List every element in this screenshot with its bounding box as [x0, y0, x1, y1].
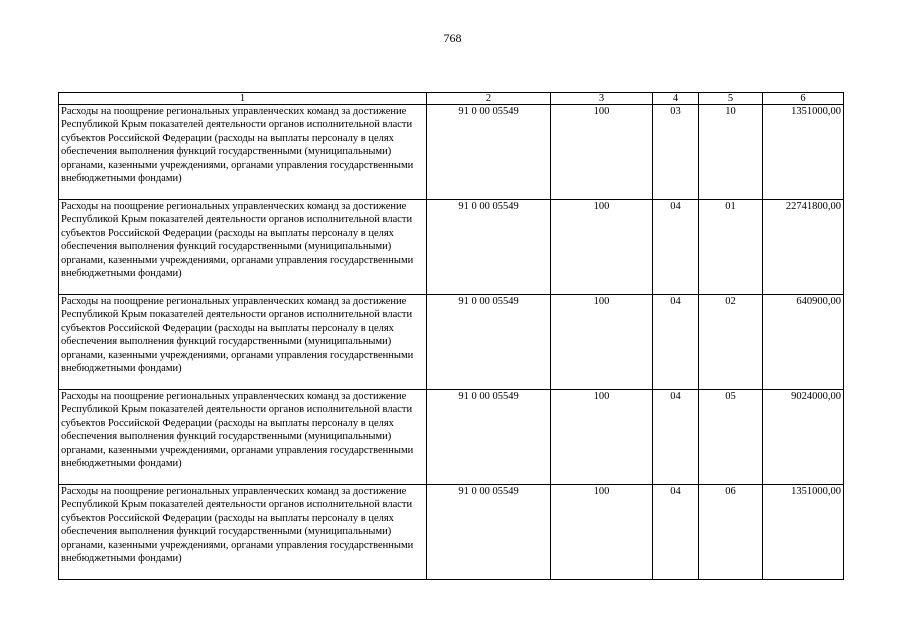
column-header: 6 — [763, 93, 844, 105]
table-row — [59, 105, 844, 200]
column-header: 5 — [699, 93, 763, 105]
expense-name: Расходы на поощрение региональных управленческих команд за достижение Республикой Крым показателей деятельности органов исполнительной власти субъектов Российской Федерации (расходы на выплаты персоналу в целях обеспечения выполнения функций государственными (муниципальными) органами, казенными учреждениями, органами управления государственными внебюджетными фондами) — [59, 200, 427, 295]
subsection-code: 02 — [699, 295, 763, 390]
amount: 1351000,00 — [763, 485, 844, 580]
expense-type-code: 100 — [551, 390, 653, 485]
table-row — [59, 485, 844, 580]
section-code: 04 — [653, 200, 699, 295]
column-header: 2 — [427, 93, 551, 105]
expense-name: Расходы на поощрение региональных управленческих команд за достижение Республикой Крым показателей деятельности органов исполнительной власти субъектов Российской Федерации (расходы на выплаты персоналу в целях обеспечения выполнения функций государственными (муниципальными) органами, казенными учреждениями, органами управления государственными внебюджетными фондами) — [59, 485, 427, 580]
table-row — [59, 200, 844, 295]
expense-name: Расходы на поощрение региональных управленческих команд за достижение Республикой Крым показателей деятельности органов исполнительной власти субъектов Российской Федерации (расходы на выплаты персоналу в целях обеспечения выполнения функций государственными (муниципальными) органами, казенными учреждениями, органами управления государственными внебюджетными фондами) — [59, 105, 427, 200]
target-code: 91 0 00 05549 — [427, 390, 551, 485]
expense-name: Расходы на поощрение региональных управленческих команд за достижение Республикой Крым показателей деятельности органов исполнительной власти субъектов Российской Федерации (расходы на выплаты персоналу в целях обеспечения выполнения функций государственными (муниципальными) органами, казенными учреждениями, органами управления государственными внебюджетными фондами) — [59, 295, 427, 390]
subsection-code: 06 — [699, 485, 763, 580]
subsection-code: 01 — [699, 200, 763, 295]
column-header: 1 — [59, 93, 427, 105]
target-code: 91 0 00 05549 — [427, 200, 551, 295]
amount: 9024000,00 — [763, 390, 844, 485]
column-header: 4 — [653, 93, 699, 105]
page-number: 768 — [443, 31, 462, 45]
section-code: 04 — [653, 390, 699, 485]
budget-table — [58, 92, 844, 580]
section-code: 04 — [653, 485, 699, 580]
expense-name: Расходы на поощрение региональных управленческих команд за достижение Республикой Крым показателей деятельности органов исполнительной власти субъектов Российской Федерации (расходы на выплаты персоналу в целях обеспечения выполнения функций государственными (муниципальными) органами, казенными учреждениями, органами управления государственными внебюджетными фондами) — [59, 390, 427, 485]
column-header: 3 — [551, 93, 653, 105]
table-row — [59, 390, 844, 485]
table-header-row — [59, 93, 844, 105]
target-code: 91 0 00 05549 — [427, 105, 551, 200]
section-code: 04 — [653, 295, 699, 390]
section-code: 03 — [653, 105, 699, 200]
expense-type-code: 100 — [551, 105, 653, 200]
subsection-code: 05 — [699, 390, 763, 485]
amount: 22741800,00 — [763, 200, 844, 295]
amount: 1351000,00 — [763, 105, 844, 200]
subsection-code: 10 — [699, 105, 763, 200]
expense-type-code: 100 — [551, 295, 653, 390]
amount: 640900,00 — [763, 295, 844, 390]
table-row — [59, 295, 844, 390]
target-code: 91 0 00 05549 — [427, 485, 551, 580]
target-code: 91 0 00 05549 — [427, 295, 551, 390]
expense-type-code: 100 — [551, 485, 653, 580]
expense-type-code: 100 — [551, 200, 653, 295]
